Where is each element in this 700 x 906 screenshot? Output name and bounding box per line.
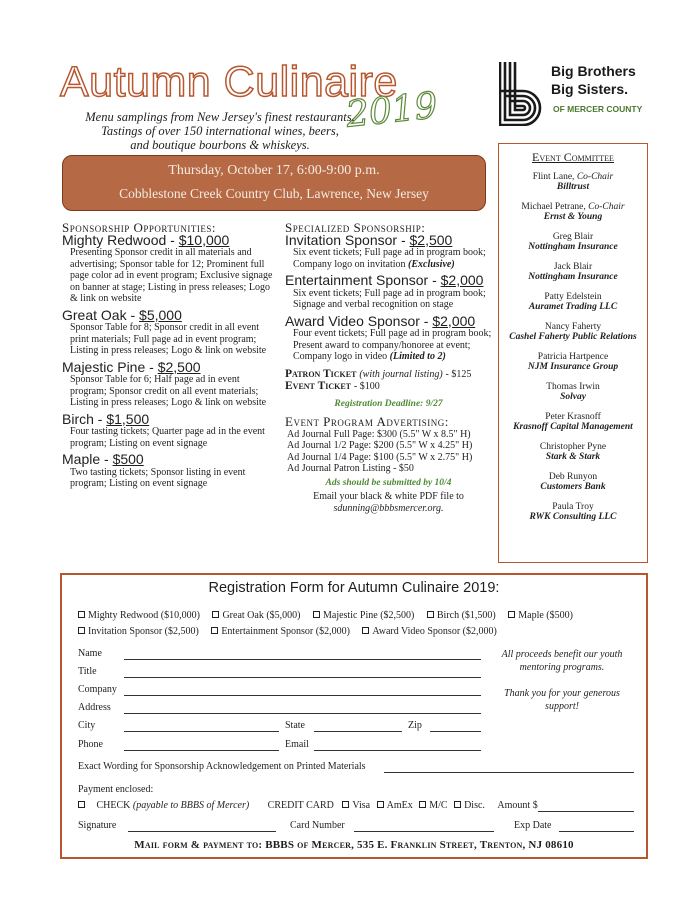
- registration-deadline: Registration Deadline: 9/27: [334, 398, 443, 409]
- special-desc-text: Six event tickets; Full page ad in program book; Company logo on invitation: [293, 247, 486, 270]
- checkbox[interactable]: [212, 611, 219, 618]
- level-title: [62, 231, 277, 248]
- check-label: CHECK: [96, 800, 133, 811]
- event-ticket-price: - $100: [353, 381, 380, 392]
- event-year: 2019: [344, 85, 440, 136]
- special-amount: $2,000: [432, 312, 476, 329]
- email-label: Email: [285, 739, 309, 750]
- bbbs-logo-icon: [499, 60, 545, 126]
- sponsorship-column: [62, 222, 277, 490]
- phone-field[interactable]: [124, 750, 279, 751]
- special-desc: [285, 288, 492, 311]
- level-name: Majestic Pine -: [62, 358, 158, 375]
- member-name-text: Peter Krasnoff: [545, 411, 601, 422]
- sponsor-options-row-1: [78, 610, 583, 621]
- mc-checkbox[interactable]: [419, 801, 426, 808]
- event-title: Autumn Culinaire: [60, 58, 398, 106]
- checkbox[interactable]: [508, 611, 515, 618]
- level-name: Birch -: [62, 410, 107, 427]
- checkbox[interactable]: [78, 627, 85, 634]
- member-name-text: Thomas Irwin: [546, 381, 600, 392]
- level-title: [62, 410, 277, 427]
- payment-label: Payment enclosed:: [78, 784, 154, 795]
- email-field[interactable]: [314, 750, 481, 751]
- visa-checkbox[interactable]: [342, 801, 349, 808]
- committee-member: [499, 412, 647, 433]
- visa-label: Visa: [352, 800, 371, 811]
- committee-member: [499, 202, 647, 223]
- mc-label: M/C: [429, 800, 448, 811]
- state-field[interactable]: [314, 731, 402, 732]
- member-name: [499, 232, 647, 243]
- level-name: Mighty Redwood -: [62, 231, 179, 248]
- member-name-text: Flint Lane,: [532, 171, 577, 182]
- committee-member: [499, 382, 647, 403]
- signature-field[interactable]: [128, 831, 276, 832]
- mail-label: Mail form & payment to:: [134, 839, 263, 851]
- level-desc: Sponsor Table for 6; Half page ad in event program; Sponsor credit on all event materials; Listing in press releases; Logo & link on website: [70, 374, 267, 408]
- card-number-label: Card Number: [290, 820, 345, 831]
- committee-member: [499, 322, 647, 343]
- address-field[interactable]: [124, 713, 481, 714]
- disc-label: Disc.: [464, 800, 485, 811]
- special-desc-text: Four event tickets; Full page ad in program book; Present award to company/honoree at event; Company logo in video: [293, 328, 492, 362]
- option-label: Great Oak ($5,000): [222, 610, 301, 621]
- event-venue: Cobblestone Creek Country Club, Lawrence, New Jersey: [119, 186, 429, 201]
- member-name: [499, 292, 647, 303]
- title-field[interactable]: [124, 677, 481, 678]
- event-date: Thursday, October 17, 6:00-9:00 p.m.: [168, 163, 380, 178]
- committee-member: [499, 232, 647, 253]
- option-entertainment[interactable]: [211, 626, 350, 637]
- level-desc: Four tasting tickets; Quarter page ad in the event program; Listing on event signage: [70, 426, 265, 449]
- special-desc: [285, 247, 492, 270]
- mail-instructions: [62, 839, 646, 851]
- credit-card-label: CREDIT CARD: [267, 800, 334, 811]
- special-title: [285, 312, 492, 329]
- option-label: Mighty Redwood ($10,000): [88, 610, 200, 621]
- committee-heading: Event Committee: [532, 150, 614, 164]
- member-org: Nottingham Insurance: [528, 242, 618, 252]
- member-org: Customers Bank: [540, 482, 606, 492]
- logo-line-1: Big Brothers: [551, 63, 636, 79]
- zip-label: Zip: [408, 720, 422, 731]
- option-maple[interactable]: [508, 610, 573, 621]
- member-org: Solvay: [560, 392, 586, 402]
- member-org: Stark & Stark: [545, 452, 601, 462]
- committee-member: [499, 472, 647, 493]
- member-org: NJM Insurance Group: [527, 362, 619, 372]
- company-label: Company: [78, 684, 117, 695]
- thank-you-note: Thank you for your generous support!: [504, 688, 620, 712]
- member-name: [499, 202, 647, 213]
- ad-submit-note: Ads should be submitted by 10/4: [325, 477, 452, 488]
- logo-line-3: OF MERCER COUNTY: [553, 104, 643, 114]
- patron-label: Patron Ticket: [285, 367, 357, 380]
- address-label: Address: [78, 702, 111, 713]
- proceeds-note: All proceeds benefit our youth mentoring programs.: [501, 649, 623, 673]
- form-title: Registration Form for Autumn Culinaire 2019:: [208, 580, 500, 596]
- member-org: Cashel Faherty Public Relations: [509, 332, 637, 342]
- special-amount: $2,500: [409, 231, 453, 248]
- special-note: (Exclusive): [408, 258, 455, 270]
- member-org: RWK Consulting LLC: [529, 512, 617, 522]
- amount-field[interactable]: [538, 811, 634, 812]
- level-amount: $10,000: [178, 231, 230, 248]
- email-address[interactable]: [285, 503, 492, 515]
- city-label: City: [78, 720, 96, 731]
- option-label: Majestic Pine ($2,500): [322, 610, 415, 621]
- checkbox[interactable]: [78, 611, 85, 618]
- option-invitation[interactable]: [78, 626, 199, 637]
- level-desc: Two tasting tickets; Sponsor listing in event program; Listing on event signage: [70, 466, 246, 489]
- special-name: Invitation Sponsor -: [285, 231, 410, 248]
- committee-member: [499, 352, 647, 373]
- option-label: Entertainment Sponsor ($2,000): [221, 626, 350, 637]
- tagline-line: Menu samplings from New Jersey's finest restaurants.: [85, 110, 355, 124]
- patron-ticket: [285, 369, 492, 381]
- member-name-text: Greg Blair: [552, 231, 594, 242]
- member-name: [499, 502, 647, 513]
- member-name: [499, 382, 647, 393]
- member-role: Co-Chair: [576, 171, 614, 182]
- member-name-text: Nancy Faherty: [544, 321, 602, 332]
- level-desc: Presenting Sponsor credit in all materials and advertising; Sponsor table for 12; Prominent full page color ad in event program; Exclusive signage on banner at stage; Listing in press releases; Logo & link on website: [70, 247, 273, 304]
- advertising-heading: Event Program Advertising:: [285, 414, 449, 429]
- email-instructions: Email your black & white PDF file to: [313, 491, 464, 502]
- member-name: [499, 472, 647, 483]
- special-amount: $2,000: [440, 272, 484, 288]
- special-name: Entertainment Sponsor -: [285, 272, 441, 288]
- committee-member: [499, 442, 647, 463]
- level-desc: Sponsor Table for 8; Sponsor credit in all event print materials; Full page ad in event program; Listing in press releases; Logo & link on website: [70, 322, 267, 356]
- specialized-column: [285, 222, 492, 514]
- member-name: [499, 172, 647, 183]
- title-label: Title: [78, 666, 97, 677]
- option-label: Invitation Sponsor ($2,500): [88, 626, 199, 637]
- ad-item: Ad Journal Full Page: $300 (5.5" W x 8.5" H): [287, 428, 471, 440]
- level-name: Great Oak -: [62, 306, 140, 323]
- checkbox[interactable]: [313, 611, 320, 618]
- option-mighty-redwood[interactable]: [78, 610, 200, 621]
- wording-field[interactable]: [384, 772, 634, 773]
- city-field[interactable]: [124, 731, 279, 732]
- tagline: [60, 110, 380, 152]
- ad-item: Ad Journal 1/4 Page: $100 (5.5" W x 2.75" H): [287, 451, 473, 463]
- event-ticket-label: Event Ticket: [285, 380, 352, 392]
- card-number-field[interactable]: [354, 831, 494, 832]
- member-name: [499, 412, 647, 423]
- member-org: Billtrust: [556, 182, 590, 192]
- checkbox[interactable]: [211, 627, 218, 634]
- special-title: [285, 272, 492, 288]
- patron-price: - $125: [445, 368, 472, 380]
- option-award-video[interactable]: [362, 626, 496, 637]
- tagline-line: and boutique bourbons & whiskeys.: [130, 138, 310, 152]
- level-title: [62, 358, 277, 375]
- payment-options: [78, 800, 538, 811]
- registration-form: [60, 573, 648, 859]
- member-org: Auramet Trading LLC: [528, 302, 618, 312]
- member-role: Co-Chair: [588, 201, 625, 212]
- company-field[interactable]: [124, 695, 481, 696]
- exp-date-field[interactable]: [559, 831, 634, 832]
- zip-field[interactable]: [430, 731, 481, 732]
- member-name: [499, 442, 647, 453]
- mail-address: BBBS of Mercer, 535 E. Franklin Street, Trenton, NJ 08610: [262, 839, 574, 851]
- name-label: Name: [78, 648, 102, 659]
- member-name-text: Deb Runyon: [548, 471, 598, 482]
- specialized-heading: Specialized Sponsorship:: [285, 220, 426, 235]
- committee-member: [499, 172, 647, 193]
- committee-member: [499, 502, 647, 523]
- member-org: Nottingham Insurance: [528, 272, 618, 282]
- wording-label: Exact Wording for Sponsorship Acknowledgement on Printed Materials: [78, 761, 366, 772]
- sponsorship-heading: Sponsorship Opportunities:: [62, 220, 216, 235]
- state-label: State: [285, 720, 305, 731]
- check-note: (payable to BBBS of Mercer): [132, 800, 250, 811]
- patron-note: (with journal listing): [359, 368, 443, 380]
- signature-label: Signature: [78, 820, 117, 831]
- amex-label: AmEx: [386, 800, 413, 811]
- disc-checkbox[interactable]: [454, 801, 461, 808]
- member-org: Krasnoff Capital Management: [513, 422, 633, 432]
- event-banner: [62, 155, 486, 211]
- member-name-text: Paula Troy: [552, 501, 594, 512]
- exp-date-label: Exp Date: [514, 820, 552, 831]
- member-name: [499, 262, 647, 273]
- member-org: Ernst & Young: [543, 212, 603, 222]
- committee-member: [499, 262, 647, 283]
- member-name-text: Michael Petrane,: [521, 201, 589, 212]
- bbbs-logo: [499, 60, 649, 130]
- checkbox[interactable]: [427, 611, 434, 618]
- amex-checkbox[interactable]: [377, 801, 384, 808]
- tagline-line: Tastings of over 150 international wines, beers,: [101, 124, 339, 138]
- level-amount: $1,500: [106, 410, 150, 427]
- member-name: [499, 352, 647, 363]
- member-name-text: Patricia Hartpence: [537, 351, 609, 362]
- level-amount: $2,500: [157, 358, 201, 375]
- ad-item: Ad Journal Patron Listing - $50: [287, 463, 414, 474]
- option-birch[interactable]: [427, 610, 496, 621]
- option-label: Maple ($500): [518, 610, 573, 621]
- level-amount: $500: [112, 451, 144, 467]
- logo-line-2: Big Sisters.: [551, 81, 629, 97]
- special-desc: [285, 328, 492, 363]
- phone-label: Phone: [78, 739, 103, 750]
- amount-label: Amount $: [497, 800, 538, 811]
- option-label: Birch ($1,500): [436, 610, 496, 621]
- option-label: Award Video Sponsor ($2,000): [372, 626, 497, 637]
- email-address-text: sdunning@bbbsmercer.org.: [333, 502, 444, 514]
- checkbox[interactable]: [362, 627, 369, 634]
- member-name-text: Jack Blair: [553, 261, 593, 272]
- level-name: Maple -: [62, 451, 113, 467]
- sponsor-options-row-2: [78, 626, 507, 637]
- name-field[interactable]: [124, 659, 481, 660]
- special-title: [285, 231, 492, 248]
- special-desc-text: Six event tickets; Full page ad in program book; Signage and verbal recognition on stage: [293, 287, 486, 310]
- member-name: [499, 322, 647, 333]
- option-majestic-pine[interactable]: [313, 610, 414, 621]
- special-name: Award Video Sponsor -: [285, 312, 433, 329]
- committee-member: [499, 292, 647, 313]
- event-ticket: [285, 381, 492, 393]
- member-name-text: Christopher Pyne: [539, 441, 607, 452]
- event-committee: [498, 143, 648, 563]
- level-title: [62, 306, 277, 323]
- level-amount: $5,000: [139, 306, 182, 323]
- member-name-text: Patty Edelstein: [544, 291, 602, 302]
- special-note: (Limited to 2): [389, 351, 446, 362]
- check-checkbox[interactable]: [78, 801, 85, 808]
- ad-item: Ad Journal 1/2 Page: $200 (5.5" W x 4.25" H): [287, 440, 473, 451]
- level-title: [62, 451, 277, 467]
- option-great-oak[interactable]: [212, 610, 300, 621]
